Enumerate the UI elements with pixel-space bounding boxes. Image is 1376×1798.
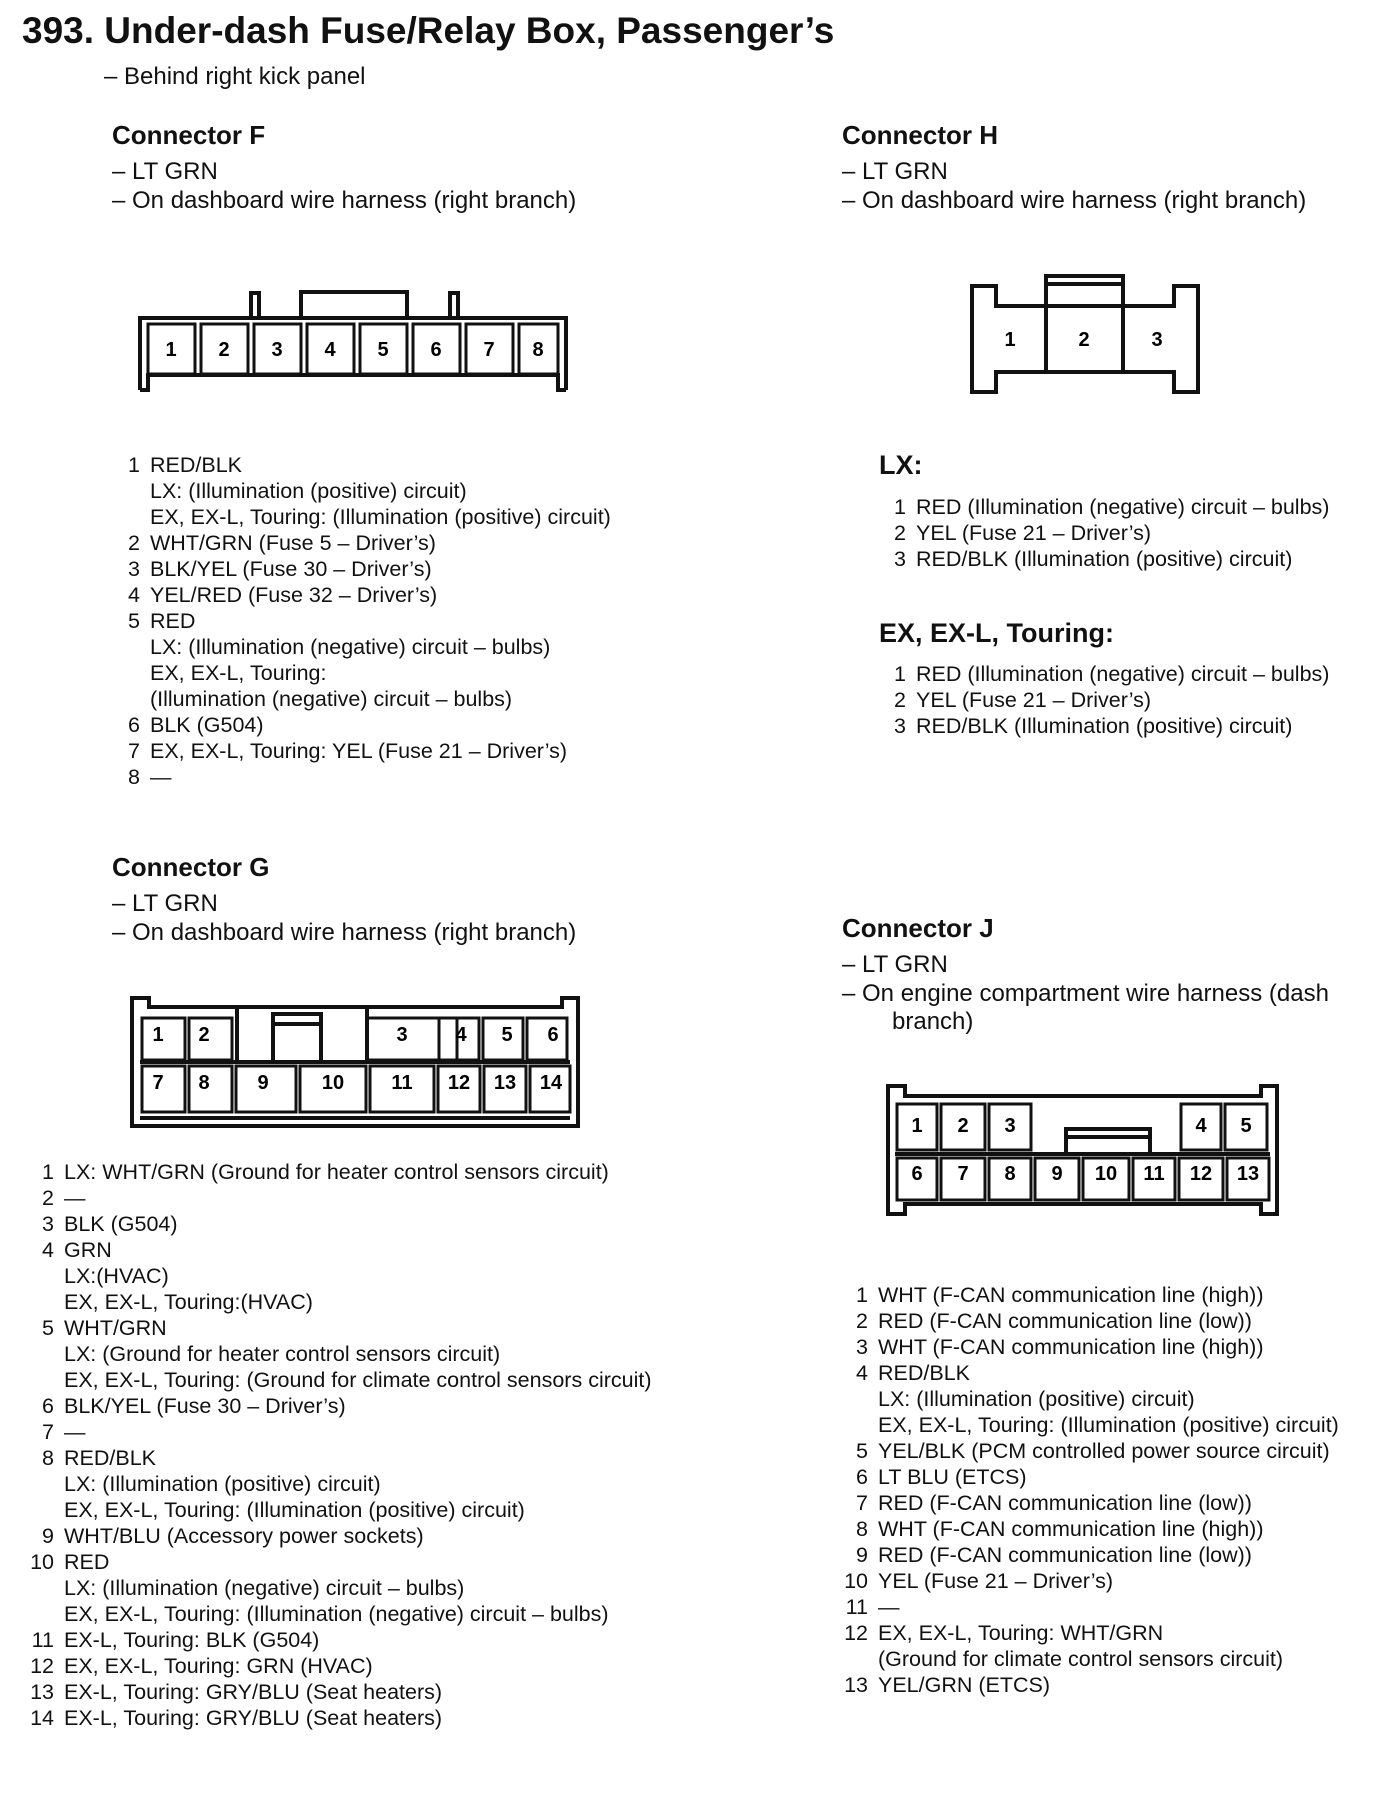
connector-j-cell: 12 xyxy=(1189,1163,1213,1185)
connector-j-pin-list xyxy=(842,1282,1339,1698)
pin-row: 8 — xyxy=(128,765,172,789)
pin-row: 13 YEL/GRN (ETCS) xyxy=(844,1673,1051,1697)
connector-g-cell: 14 xyxy=(539,1072,563,1094)
pin-row: 7 RED (F-CAN communication line (low)) xyxy=(856,1491,1252,1515)
pin-row: 9 RED (F-CAN communication line (low)) xyxy=(856,1543,1252,1567)
connector-j-key xyxy=(1066,1129,1150,1154)
connector-g-cell: 11 xyxy=(391,1072,413,1094)
pin-row: 6 LT BLU (ETCS) xyxy=(856,1465,1027,1489)
pin-row: 8 WHT (F-CAN communication line (high)) xyxy=(856,1517,1264,1541)
pin-row: 1 WHT (F-CAN communication line (high)) xyxy=(856,1283,1264,1307)
connector-h-color: – LT GRN xyxy=(842,158,948,185)
connector-g-cell: 10 xyxy=(321,1072,345,1094)
connector-j-cell: 8 xyxy=(1004,1163,1016,1185)
connector-g-cell: 5 xyxy=(501,1024,513,1046)
connector-g-cell: 4 xyxy=(455,1024,467,1046)
pin-row: 1 RED (Illumination (negative) circuit – bulbs) xyxy=(894,495,1330,519)
connector-f-cell: 1 xyxy=(165,339,177,361)
connector-h-heading: Connector H xyxy=(842,120,998,150)
connector-j-cell: 2 xyxy=(957,1115,969,1137)
pin-row: 7 EX, EX-L, Touring: YEL (Fuse 21 – Driver’s) xyxy=(128,739,568,763)
connector-j-cell: 13 xyxy=(1236,1163,1260,1185)
pin-row: 12 EX, EX-L, Touring: WHT/GRN (Ground for climate control sensors circuit) xyxy=(844,1621,1284,1671)
connector-j-location-2: branch) xyxy=(892,1008,974,1035)
connector-f-cell: 4 xyxy=(324,339,336,361)
connector-g-cell: 7 xyxy=(152,1072,164,1094)
pin-row: 2 WHT/GRN (Fuse 5 – Driver’s) xyxy=(128,531,436,555)
connector-f-cell: 8 xyxy=(532,339,544,361)
pin-row: 5 WHT/GRN LX: (Ground for heater control sensors circuit) EX, EX-L, Touring: (Ground for climate control sensors circuit) xyxy=(42,1316,652,1392)
connector-j-cell: 9 xyxy=(1051,1163,1063,1185)
pin-row: 5 RED LX: (Illumination (negative) circuit – bulbs) EX, EX-L, Touring: (Illumination (negative) circuit – bulbs) xyxy=(128,609,551,711)
pin-row: 4 YEL/RED (Fuse 32 – Driver’s) xyxy=(128,583,438,607)
connector-j-cell: 6 xyxy=(911,1163,923,1185)
connector-f-key xyxy=(301,292,407,318)
connector-g-cell: 2 xyxy=(198,1024,210,1046)
connector-j-heading: Connector J xyxy=(842,913,994,943)
pin-row: 1 LX: WHT/GRN (Ground for heater control sensors circuit) xyxy=(42,1160,609,1184)
pin-row: 3 RED/BLK (Illumination (positive) circuit) xyxy=(894,714,1293,738)
connector-f-cell: 3 xyxy=(271,339,283,361)
pin-row: 4 GRN LX:(HVAC) EX, EX-L, Touring:(HVAC) xyxy=(42,1238,313,1314)
page-title: 393. Under-dash Fuse/Relay Box, Passenger’s xyxy=(22,10,835,51)
connector-j-cell: 3 xyxy=(1004,1115,1016,1137)
connector-h-ex-pin-list xyxy=(892,661,1329,739)
pin-row: 9 WHT/BLU (Accessory power sockets) xyxy=(42,1524,424,1548)
pin-row: 6 BLK/YEL (Fuse 30 – Driver’s) xyxy=(42,1394,346,1418)
connector-h-cell: 3 xyxy=(1151,329,1163,351)
pin-row: 3 BLK/YEL (Fuse 30 – Driver’s) xyxy=(128,557,432,581)
connector-f-cell: 7 xyxy=(483,339,495,361)
connector-f-latch-left xyxy=(251,293,259,318)
connector-h-lx-pin-list xyxy=(892,494,1329,572)
pin-row: 2 YEL (Fuse 21 – Driver’s) xyxy=(894,521,1151,545)
pin-row: 8 RED/BLK LX: (Illumination (positive) circuit) EX, EX-L, Touring: (Illumination (positive) circuit) xyxy=(42,1446,525,1522)
connector-f-pin-list xyxy=(118,452,611,790)
connector-g-pin-list xyxy=(30,1159,652,1731)
connector-h-cell: 1 xyxy=(1004,329,1016,351)
pin-row: 1 RED/BLK LX: (Illumination (positive) circuit) EX, EX-L, Touring: (Illumination (positive) circuit) xyxy=(128,453,611,529)
pin-row: 14 EX-L, Touring: GRY/BLU (Seat heaters) xyxy=(30,1706,443,1730)
connector-g-cell: 3 xyxy=(396,1024,408,1046)
pin-row: 3 BLK (G504) xyxy=(42,1212,178,1236)
pin-row: 13 EX-L, Touring: GRY/BLU (Seat heaters) xyxy=(30,1680,443,1704)
pin-row: 3 WHT (F-CAN communication line (high)) xyxy=(856,1335,1264,1359)
pin-row: 11 EX-L, Touring: BLK (G504) xyxy=(31,1628,320,1652)
pin-row: 10 YEL (Fuse 21 – Driver’s) xyxy=(844,1569,1113,1593)
pin-row: 1 RED (Illumination (negative) circuit – bulbs) xyxy=(894,662,1330,686)
pin-row: 2 — xyxy=(42,1186,86,1210)
connector-j-cell: 10 xyxy=(1094,1163,1118,1185)
connector-h-ex-heading: EX, EX-L, Touring: xyxy=(879,618,1114,648)
connector-f-location: – On dashboard wire harness (right branch) xyxy=(112,187,577,214)
connector-h-lx-heading: LX: xyxy=(879,450,923,480)
connector-g-cell: 6 xyxy=(547,1024,559,1046)
connector-h-key xyxy=(1046,276,1123,306)
connector-g-cell: 8 xyxy=(198,1072,210,1094)
connector-g-key xyxy=(273,1014,321,1062)
connector-j-cell: 5 xyxy=(1240,1115,1252,1137)
connector-h-location: – On dashboard wire harness (right branch) xyxy=(842,187,1307,214)
connector-g-cell: 9 xyxy=(257,1072,269,1094)
connector-j-cell: 11 xyxy=(1143,1163,1165,1185)
pin-row: 4 RED/BLK LX: (Illumination (positive) circuit) EX, EX-L, Touring: (Illumination (positive) circuit) xyxy=(856,1361,1339,1437)
connector-j-location-1: – On engine compartment wire harness (dash xyxy=(842,980,1329,1007)
connector-j-cell: 4 xyxy=(1195,1115,1207,1137)
connector-f-cell: 6 xyxy=(430,339,442,361)
connector-f-latch-right xyxy=(450,293,458,318)
pin-row: 11 — xyxy=(845,1595,900,1619)
connector-g-heading: Connector G xyxy=(112,852,270,882)
connector-g-color: – LT GRN xyxy=(112,890,218,917)
pin-row: 12 EX, EX-L, Touring: GRN (HVAC) xyxy=(30,1654,373,1678)
pin-row: 2 YEL (Fuse 21 – Driver’s) xyxy=(894,688,1151,712)
connector-g-cell: 13 xyxy=(493,1072,517,1094)
connector-g-cell: 1 xyxy=(152,1024,164,1046)
pin-row: 10 RED LX: (Illumination (negative) circuit – bulbs) EX, EX-L, Touring: (Illumination (negative) circuit – bulbs) xyxy=(30,1550,609,1626)
connector-f-cell: 2 xyxy=(218,339,230,361)
connector-h-cell: 2 xyxy=(1078,329,1090,351)
connector-j-color: – LT GRN xyxy=(842,951,948,978)
pin-row: 7 — xyxy=(42,1420,86,1444)
connector-j-cell: 1 xyxy=(911,1115,923,1137)
connector-f-cell: 5 xyxy=(377,339,389,361)
connector-j-cell: 7 xyxy=(957,1163,969,1185)
connector-g-cell: 12 xyxy=(447,1072,471,1094)
connector-g-location: – On dashboard wire harness (right branch) xyxy=(112,919,577,946)
pin-row: 6 BLK (G504) xyxy=(128,713,264,737)
pin-row: 5 YEL/BLK (PCM controlled power source circuit) xyxy=(856,1439,1330,1463)
connector-f-heading: Connector F xyxy=(112,120,266,150)
location-note: – Behind right kick panel xyxy=(104,63,366,90)
pin-row: 2 RED (F-CAN communication line (low)) xyxy=(856,1309,1252,1333)
connector-f-color: – LT GRN xyxy=(112,158,218,185)
pin-row: 3 RED/BLK (Illumination (positive) circuit) xyxy=(894,547,1293,571)
